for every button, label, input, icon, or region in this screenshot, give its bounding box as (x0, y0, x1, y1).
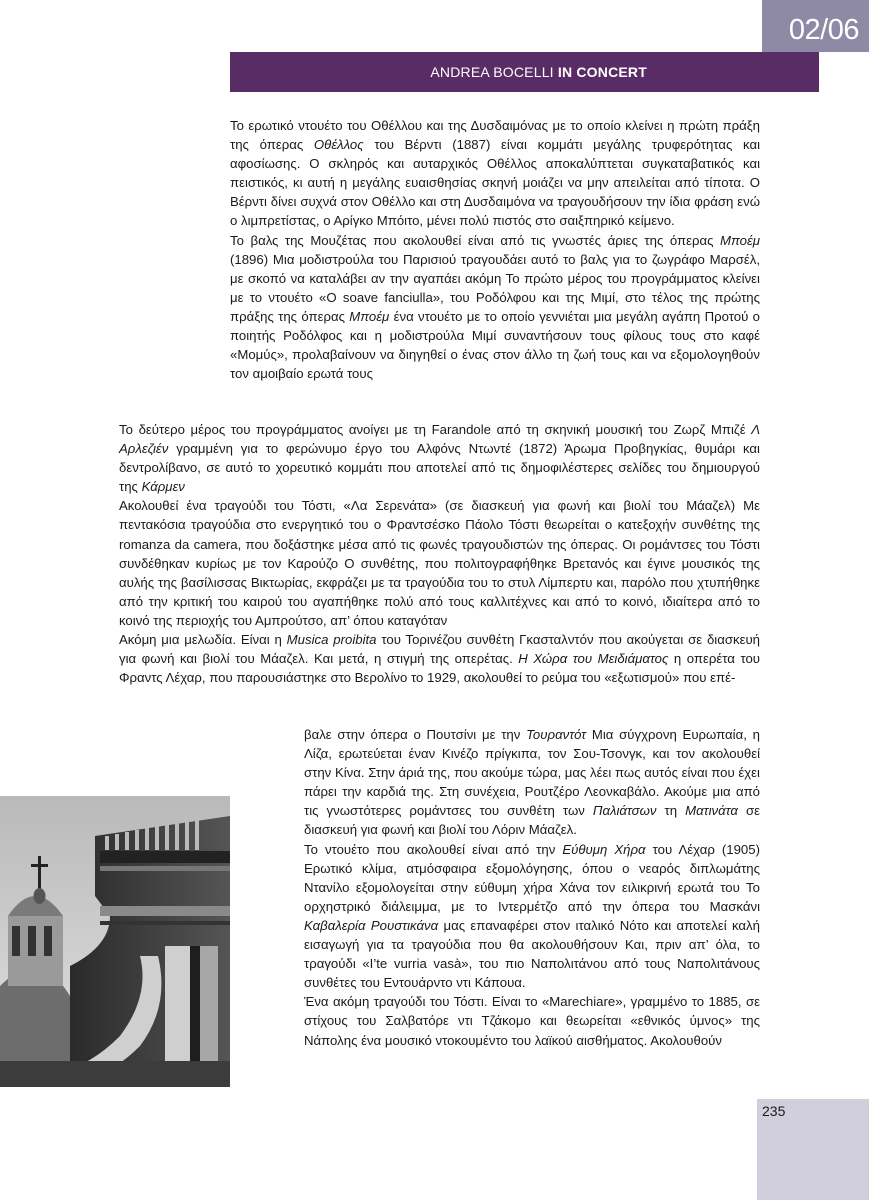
text-run: σε διασκευή για φωνή και βιολί του Λόριν Μάαζελ. (304, 803, 761, 838)
italic-title: Οθέλλος (313, 137, 364, 153)
italic-title: Μποέμ (720, 232, 760, 248)
text-run: Ένα ακόμη τραγούδι του Τόστι. Είναι το «Marechiare», γραμμένο το 1885, σε στίχους του Σαλβατόρε ντι Τζάκομο και θεωρείται «εθνικός ύμνος» της Νάπολης ένα μουσικό ντοκουμέντο του λαϊκού αισθήματος. Ακολουθούν (304, 994, 760, 1048)
italic-title: Κάρμεν (141, 479, 185, 495)
header-title-regular: ANDREA BOCELLI (430, 64, 554, 80)
paragraph (304, 992, 760, 1049)
text-run: μας επαναφέρει στον ιταλικό Νότο και αποτελεί καλή εισαγωγή για τα τραγούδια που θα ακολουθήσουν Και, πριν απ’ όλα, το τραγούδι «I’te vurria vasà», του πιο Ναπολιτάνου από τους Ναπολιτάνους συνθέτες του Εντουάρντο ντι Κάπουα. (304, 917, 760, 991)
text-run: γραμμένη για το φερώνυμο έργο του Αλφόνς Ντωντέ (1872) Άρωμα Προβηγκίας, θυμάρι και δεντρολίβανο, σε αυτό το χορευτικό κομμάτι που αποτελεί από τις δημοφιλέστερες σελίδες του δημιουργού της (119, 441, 760, 495)
italic-title: Παλιάτσων (592, 803, 657, 819)
section-number: 02/06 (788, 14, 859, 46)
paragraph (230, 231, 760, 384)
text-run: του Βέρντι (1887) είναι κομμάτι μεγάλης τρυφερότητας και αφοσίωσης. Ο σκληρός και αυταρχικός Οθέλλος αποκαλύπτεται συγκαταβατικός και πειστικός, κι αυτή η μεγάλης ευαισθησίας σκηνή μοιάζει να μην απειλείται από τίποτα. Ο Βέρντι δίνει συχνά στον Οθέλλο και στη Δυσδαιμόνα να τραγουδήσουν την ίδια φράση ενώ ο λιμπρετίστας, ο Αρίγκο Μπόιτο, μένει πολύ πιστός στο σαιξπηρικό κείμενο. (230, 137, 760, 229)
paragraph (119, 630, 760, 687)
text-run: η οπερέτα του Φραντς Λέχαρ, που παρουσιάστηκε στο Βερολίνο το 1929, ακολουθεί το ρεύμα του «εξωτισμού» που επέ- (119, 651, 761, 686)
paragraph (119, 420, 760, 496)
italic-title: Η Χώρα του Μειδιάματος (518, 651, 669, 667)
italic-title: Καβαλερία Ρουστικάνα (304, 917, 439, 933)
italic-title: Εύθυμη Χήρα (562, 841, 646, 857)
section-tab (762, 0, 869, 52)
text-run: βαλε στην όπερα ο Πουτσίνι με την (304, 727, 527, 742)
text-run: του Λέχαρ (1905) Ερωτικό κλίμα, ατμόσφαιρα εξομολόγησης, όπου ο νεαρός διπλωμάτης Ντανίλο εξομολογείται στην εύθυμη χήρα Χάνα τον ειλικρινή ερωτά του Το ορχηστρικό διάλειμμα, με το Ιντερμέτζο από την όπερα του Μασκάνι (304, 841, 760, 914)
italic-title: Ματινάτα (685, 803, 738, 819)
italic-title: Τουραντότ (526, 727, 587, 742)
text-run: ένα ντουέτο με το οποίο γεννιέται μια μεγάλη αγάπη Προτού ο ποιητής Ροδόλφος και η μοδιστρούλα Μιμί συναντήσουν τους φίλους τους στο καφέ «Μομύς», προλαβαίνουν να διηγηθεί ο ένας στον άλλο τη ζωή τους και να εξομολογηθούν τον αμοιβαίο ερωτά τους (230, 308, 760, 382)
text-run: Το βαλς της Μουζέτας που ακολουθεί είναι από τις γνωστές άριες της όπερας (230, 232, 720, 248)
paragraph (304, 725, 760, 840)
article-column-right (304, 725, 760, 1050)
italic-title: Μποέμ (349, 308, 390, 324)
article-column-full (119, 420, 760, 687)
italic-title: Λ Αρλεζιέν (119, 422, 760, 457)
text-run: Μια σύγχρονη Ευρωπαία, η Λίζα, ερωτεύεται έναν Κινέζο πρίγκιπα, τον Σου-Τσονγκ, και τον ακολουθεί στην Κίνα. Στην άριά της, που ακούμε τώρα, μας λέει πως αυτός είναι που έχει πάρει την καρδιά της. Στη συνέχεια, Ρουτζέρο Λεονκαβάλο. Ακούμε μια από τις γνωστότερες ρομάντσες του συνθέτη των (304, 727, 760, 819)
paragraph (304, 840, 760, 993)
paragraph (119, 496, 760, 630)
text-run: Το ερωτικό ντουέτο του Οθέλλου και της Δυσδαιμόνας με το οποίο κλείνει η πρώτη πράξη της όπερας (230, 118, 760, 153)
text-run: (1896) Μια μοδιστρούλα του Παρισιού τραγουδάει αυτό το βαλς για το ζωγράφο Μαρσέλ, με σκοπό να καταλάβει αν την αγαπάει ακόμη Το πρώτο μέρος του προγράμματος κλείνει με το ντουέτο «O soave fanciulla», του Ροδόλφου και της Μιμί, στο τέλος της πρώτης πράξης της όπερας (230, 251, 760, 324)
header-band (230, 52, 819, 92)
text-run: Το δεύτερο μέρος του προγράμματος ανοίγει με τη Farandole από τη σκηνική μουσική του Ζωρζ Μπιζέ (119, 422, 752, 437)
church-photo (0, 796, 230, 1087)
header-title (430, 64, 647, 80)
article-column-top (230, 116, 760, 383)
header-title-bold: IN CONCERT (557, 64, 647, 80)
page-number: 235 (762, 1103, 786, 1119)
text-run: Ακολουθεί ένα τραγούδι του Τόστι, «Λα Σερενάτα» (σε διασκευή για φωνή και βιολί του Μάαζελ) Με πεντακόσια τραγούδια στο ενεργητικό του ο Φραντσέσκο Πάολο Τόστι θεωρείται ο κατεξοχήν συνθέτης της romanza da camera, που δοξάστηκε μέσα από τις φωνές τραγουδιστών της όπερας. Οι ρομάντσες του Τόστι συνδέθηκαν κυρίως με τον Καρούζο Ο συνθέτης, που πολιτογραφήθηκε Βρετανός και έγινε μουσικός της αυλής της βασίλισσας Βικτωρίας, εκφράζει με τα τραγούδια του το στυλ Λίμπερτυ και, παρόλο που χτυπήθηκε από την κριτική του καιρού του αγαπήθηκε πολύ από τους καλλιτέχνες και από το κοινό, ιδιαίτερα από το κοινό της περιοχής του Αμπρούτσο, απ’ όπου καταγόταν (119, 498, 760, 628)
text-run: Ακόμη μια μελωδία. Είναι η (119, 632, 287, 648)
paragraph (230, 116, 760, 231)
text-run: Το ντουέτο που ακολουθεί είναι από την (304, 841, 563, 857)
italic-title: Musica proibita (286, 632, 377, 648)
text-run: του Τορινέζου συνθέτη Γκασταλντόν που ακούγεται σε διασκευή για φωνή και βιολί του Μάαζελ. Και μετά, η στιγμή της οπερέτας. (119, 632, 761, 667)
text-run: τη (656, 803, 686, 819)
